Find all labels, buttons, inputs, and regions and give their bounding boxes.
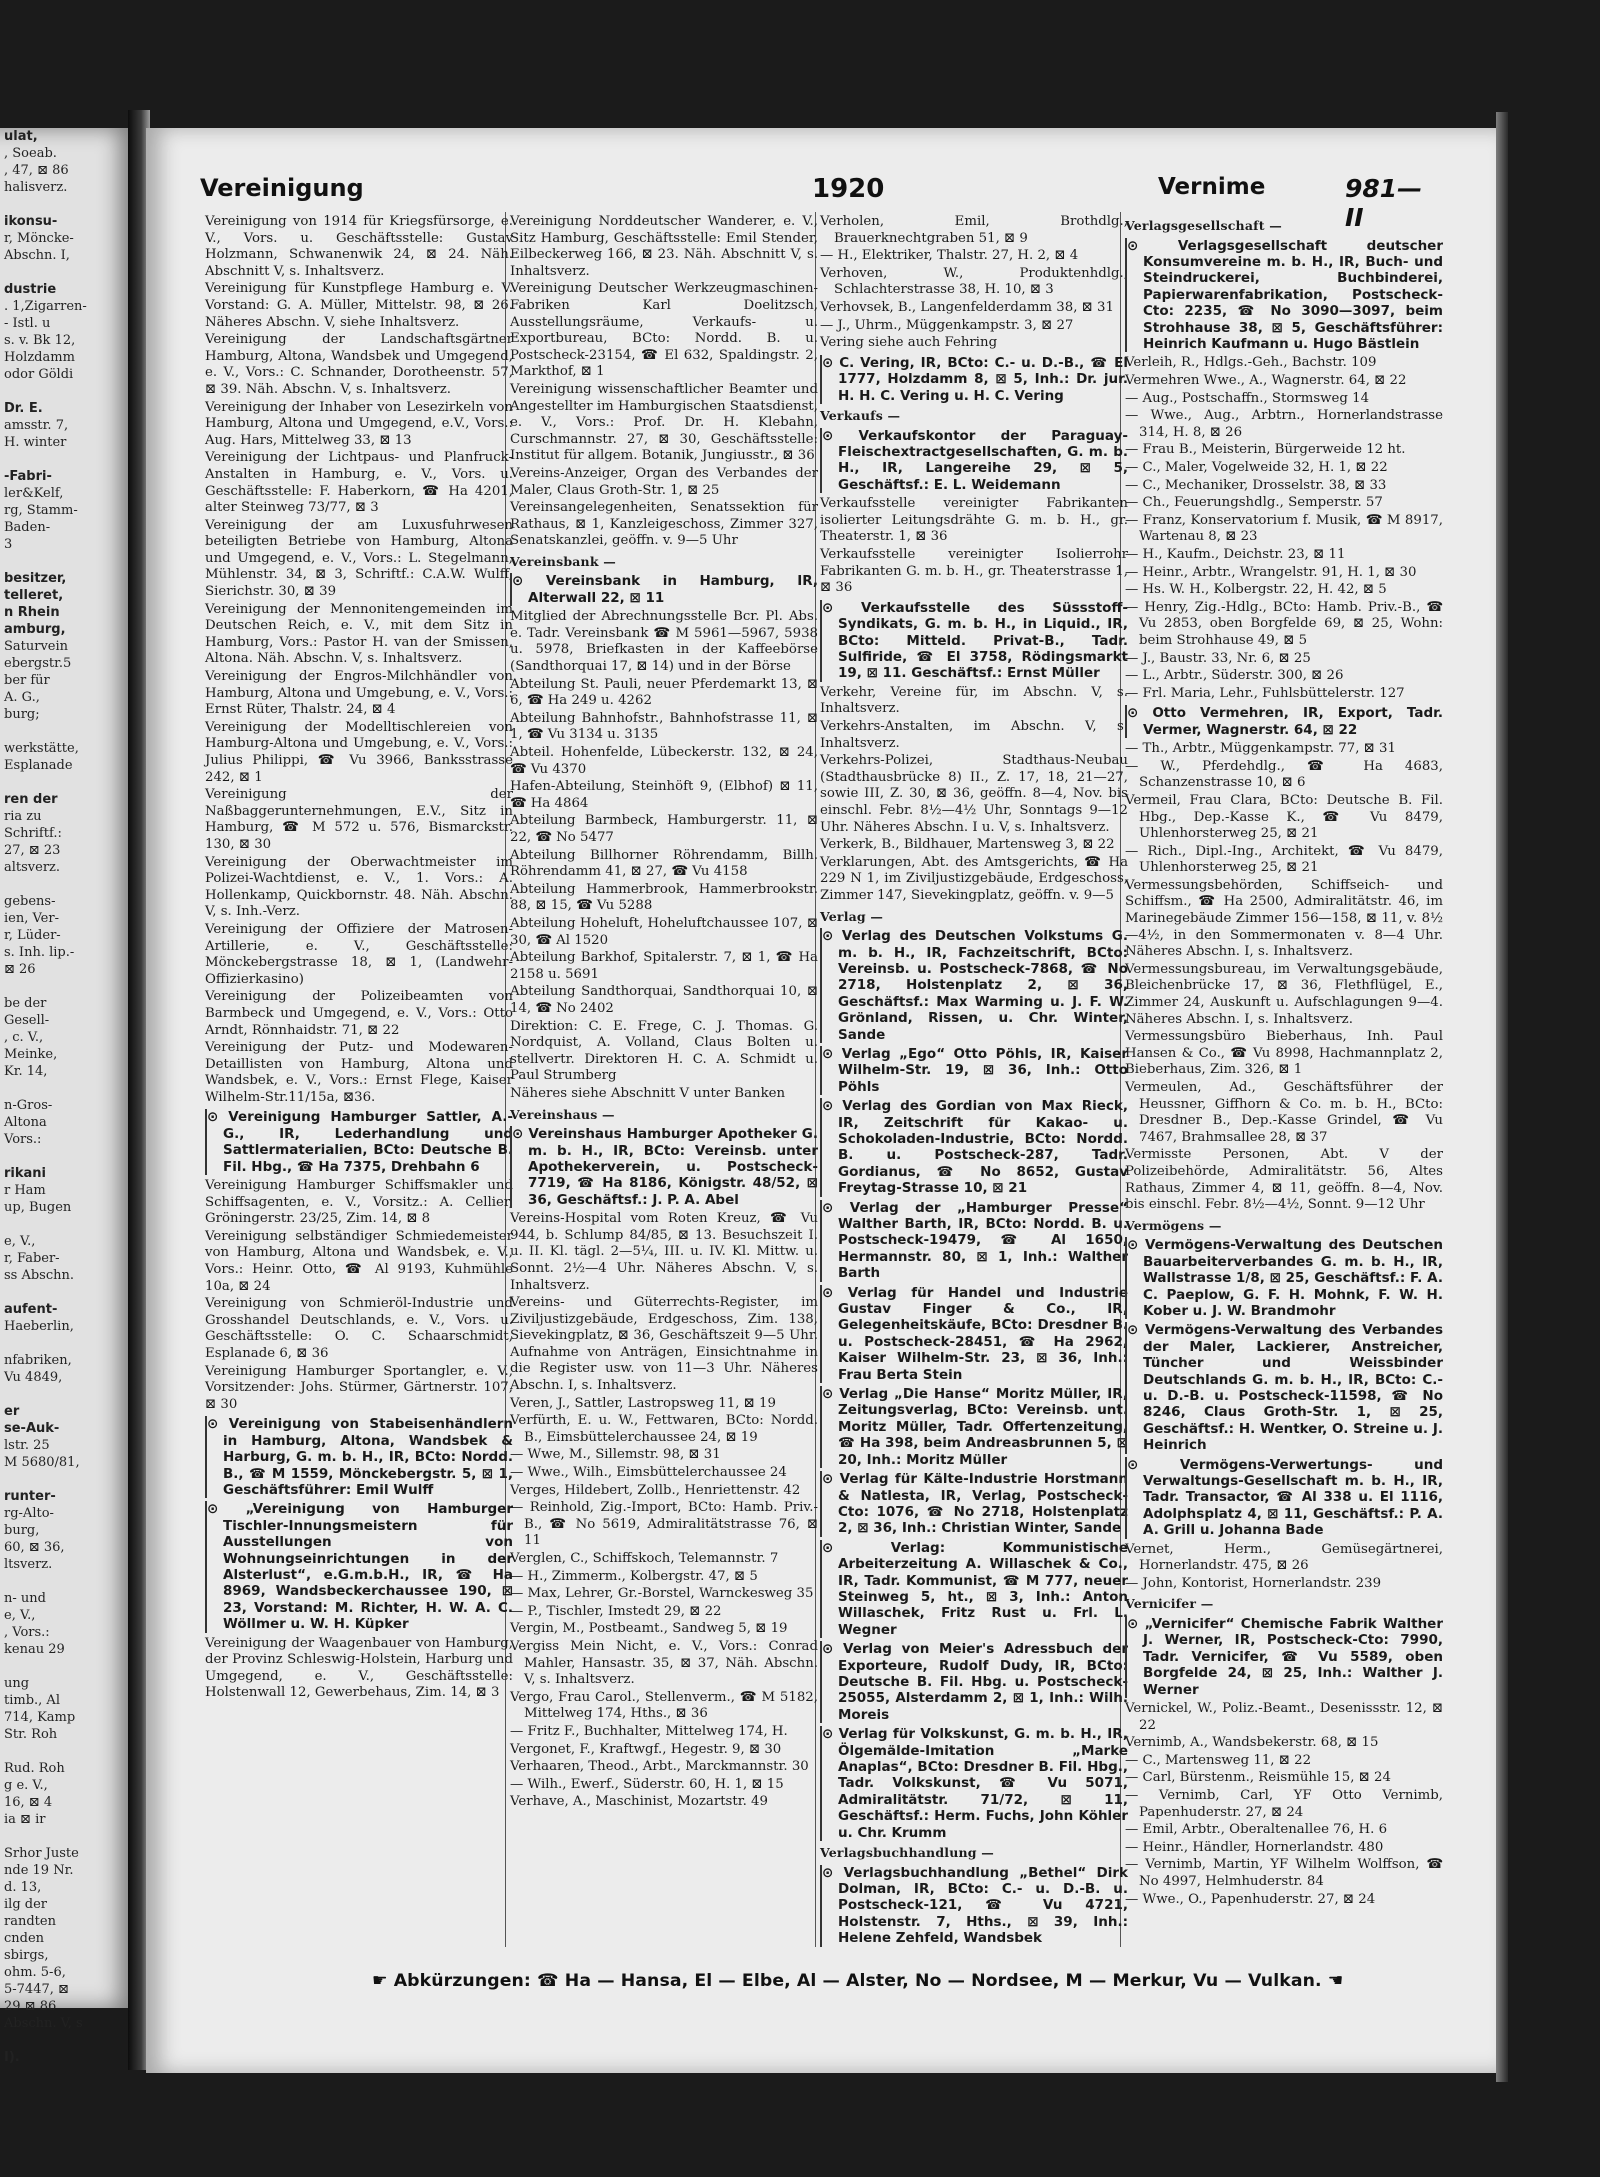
- company-entry: ⊙ Otto Vermehren, IR, Export, Tadr. Vermer, Wagnerstr. 64, ⊠ 22: [1127, 705, 1443, 738]
- facing-page-text: Esplanade: [4, 758, 73, 773]
- header-year: 1920: [812, 174, 885, 204]
- person-entry: — Vernimb, Martin, YF Wilhelm Wolffson, ☎ No 4997, Helmhuderstr. 84: [1125, 1857, 1443, 1889]
- company-entry: ⊙ Vermögens-Verwertungs- und Verwaltungs-Gesellschaft m. b. H., IR, Tadr. Transactor, ☎ Al 338 u. El 1116, Adolphsplatz 4, ⊠ 11, Geschäftsf.: P. A. A. Grill u. Johanna Bade: [1127, 1456, 1443, 1539]
- facing-page-text: nde 19 Nr.: [4, 1863, 74, 1878]
- company-entry: ⊙ Verlag „Ego“ Otto Pöhls, IR, Kaiser Wilhelm-Str. 19, ⊠ 36, Inh.: Otto Pöhls: [822, 1045, 1128, 1095]
- facing-page-text: ohm. 5-6,: [4, 1965, 66, 1980]
- directory-entry: Verkehr, Vereine für, im Abschn. V, s. Inhaltsverz.: [820, 684, 1128, 717]
- company-entry: ⊙ Verlag der „Hamburger Presse“ Walther Barth, IR, BCto: Nordd. B. u. Postscheck-19479, ☎ Al 1650, Hermannstr. 80, ⊠ 1, Inh.: Walther Barth: [822, 1199, 1128, 1282]
- person-entry: — Frl. Maria, Lehr., Fuhlsbüttelerstr. 127: [1125, 685, 1405, 701]
- directory-entry: Vereinigung Norddeutscher Wanderer, e. V., Sitz Hamburg, Geschäftsstelle: Emil Stender, Eilbeckerweg 166, ⊠ 23. Näh. Abschnitt V, s. Inhaltsverz.: [510, 214, 818, 279]
- facing-page-text: gebens-: [4, 894, 56, 909]
- directory-entry: Verkehrs-Polizei, Stadthaus-Neubau (Stadthausbrücke 8) II., Z. 17, 18, 21—27, sowie III, Z. 30, ⊠ 36, geöffn. 8—4, Nov. bis einschl. Febr. 8½—4½ Uhr, Sonntags 9—12 Uhr. Näheres Abschn. I u. V, s. Inhaltsverz.: [820, 753, 1128, 835]
- person-entry: Vering siehe auch Fehring: [820, 335, 998, 351]
- facing-page-text: Srhor Juste: [4, 1846, 79, 1861]
- facing-page-text: , Vors.:: [4, 1625, 50, 1640]
- facing-page-text: n Rhein: [4, 605, 60, 620]
- facing-page-text: r Ham: [4, 1183, 46, 1198]
- section-heading: Verlag —: [820, 908, 884, 924]
- directory-entry: Näheres siehe Abschnitt V unter Banken: [510, 1085, 786, 1101]
- facing-page-text: e, V.,: [4, 1234, 36, 1249]
- person-entry: — H., Elektriker, Thalstr. 27, H. 2, ⊠ 4: [820, 248, 1079, 264]
- column-3: [820, 214, 1128, 1947]
- column-2: [510, 214, 818, 1944]
- person-entry: — Th., Arbtr., Müggenkampstr. 77, ⊠ 31: [1125, 741, 1396, 757]
- facing-page-text: 5-7447, ⊠: [4, 1982, 69, 1997]
- company-entry: ⊙ Vereinsbank in Hamburg, IR, Alterwall 22, ⊠ 11: [512, 573, 818, 606]
- facing-page-text: be der: [4, 996, 47, 1011]
- facing-page-text: 60, ⊠ 36,: [4, 1540, 65, 1555]
- facing-page-text: [0, 1573, 136, 1590]
- facing-page-text: s. v. Bk 12,: [4, 333, 76, 348]
- directory-entry: Abteil. Hohenfelde, Lübeckerstr. 132, ⊠ 24, ☎ Vu 4370: [510, 745, 818, 777]
- person-entry: — H., Kaufm., Deichstr. 23, ⊠ 11: [1125, 546, 1346, 562]
- facing-page-text: , c. V.,: [4, 1030, 44, 1045]
- directory-entry: Abteilung Billhorner Röhrendamm, Billh. Röhrendamm 41, ⊠ 27, ☎ Vu 4158: [510, 847, 818, 880]
- facing-page-text: halisverz.: [4, 180, 68, 195]
- facing-page-text: d. 13,: [4, 1880, 42, 1895]
- column-1: [205, 214, 513, 1944]
- facing-page-text: ulat,: [4, 129, 38, 144]
- company-entry: ⊙ Verlag „Die Hanse“ Moritz Müller, IR, Zeitungsverlag, BCto: Vereinsb. unt. Moritz Müller, Tadr. Offertenzeitung, ☎ Ha 398, beim Andreasbrunnen 5, ⊠ 20, Inh.: Moritz Müller: [822, 1386, 1128, 1468]
- facing-page-text: Saturvein: [4, 639, 69, 654]
- person-entry: Verkerk, B., Bildhauer, Martensweg 3, ⊠ 22: [820, 837, 1115, 853]
- section-heading: Verlagsgesellschaft —: [1125, 218, 1282, 233]
- facing-page-text: Dr. E.: [4, 401, 43, 416]
- facing-page-text: [0, 1658, 136, 1675]
- company-entry: ⊙ Vereinigung von Stabeisenhändlern in Hamburg, Altona, Wandsbek & Harburg, G. m. b. H., IR, BCto: Nordd. B., ☎ M 1559, Mönckebergstr. 5, ⊠ 1, Geschäftsführer: Emil Wulff: [207, 1416, 513, 1499]
- directory-entry: Vereinigung der Engros-Milchhändler von Hamburg, Altona und Umgebung, e. V., Vors.: Ernst Rüter, Thalstr. 24, ⊠ 4: [205, 669, 513, 718]
- facing-page-text: altsverz.: [4, 860, 61, 875]
- facing-page-text: rikani: [4, 1166, 46, 1181]
- section-heading: Vereinsbank —: [510, 553, 616, 569]
- directory-entry: Vermisste Personen, Abt. V der Polizeibehörde, Admiralitätstr. 56, Altes Rathaus, Zimmer 4, ⊠ 11, geöffn. 8—4, Nov. bis einschl. Febr. 8½—4½, Sonnt. 9—12 Uhr: [1125, 1147, 1443, 1213]
- facing-page-text: [0, 553, 136, 570]
- facing-page-text: Baden-: [4, 520, 51, 535]
- facing-page-text: [0, 1080, 136, 1097]
- person-entry: Vergonet, F., Kraftwgf., Hegestr. 9, ⊠ 30: [510, 1741, 782, 1757]
- person-entry: Verhovsek, B., Langenfelderdamm 38, ⊠ 31: [820, 299, 1114, 315]
- person-entry: Vermeulen, Ad., Geschäftsführer der Heussner, Giffhorn & Co. m. b. H., BCto: Dresdner B., Dep.-Kasse Grindel, ☎ Vu 7467, Brahmsallee 28, ⊠ 37: [1125, 1080, 1443, 1145]
- facing-page-text: [0, 2032, 136, 2049]
- facing-page-text: [0, 978, 136, 995]
- directory-entry: Direktion: C. E. Frege, C. J. Thomas. G. Nordquist, A. Volland, Claus Bolten u. stellvertr. Direktoren H. C. A. Schmidt u. Paul Strumberg: [510, 1018, 818, 1084]
- directory-entry: Vereins- und Güterrechts-Register, im Ziviljustizgebäude, Erdgeschoss, Zim. 138, Sievekingplatz, ⊠ 36, Geschäftszeit 9—5 Uhr. Aufnahme von Anträgen, Einsichtnahme in die Register usw. von 11—3 Uhr. Näheres Abschn. I, s. Inhaltsverz.: [510, 1295, 818, 1394]
- company-entry: ⊙ Vereinigung Hamburger Sattler, A.-G., IR, Lederhandlung und Sattlermaterialien, BCto: Deutsche B. Fil. Hbg., ☎ Ha 7375, Drehbahn 6: [207, 1109, 513, 1175]
- person-entry: — Wwe., Aug., Arbtrn., Hornerlandstrasse 314, H. 8, ⊠ 26: [1125, 408, 1443, 440]
- directory-entry: Verkaufsstelle vereinigter Fabrikanten isolierter Leitungsdrähte G. m. b. H., gr. Theaterstr. 1, ⊠ 36: [820, 496, 1128, 545]
- facing-page-text: 3: [4, 537, 13, 552]
- abbreviation-footer: ☛ Abkürzungen: ☎ Ha — Hansa, El — Elbe, Al — Alster, No — Nordsee, M — Merkur, Vu — Vulkan. ☚: [372, 1971, 1344, 1991]
- directory-entry: Verkehrs-Anstalten, im Abschn. V, s. Inhaltsverz.: [820, 718, 1128, 751]
- facing-page-text: [0, 383, 136, 400]
- person-entry: Verleih, R., Hdlgs.-Geh., Bachstr. 109: [1125, 355, 1377, 371]
- company-entry: ⊙ Verlag: Kommunistische Arbeiterzeitung A. Willaschek & Co., IR, Tadr. Kommunist, ☎ M 777, neuer Steinweg 5, ht., ⊠ 3, Inh.: Anton Willaschek, Fritz Rust u. Frl. L. Wegner: [822, 1539, 1128, 1638]
- person-entry: Verhave, A., Maschinist, Mozartstr. 49: [510, 1794, 768, 1810]
- facing-page-text: Altona: [4, 1115, 47, 1130]
- directory-entry: Vereinigung der Modelltischlereien von Hamburg-Altona und Umgebung, e. V., Vors.: Julius Philippi, ☎ Vu 3966, Banksstrasse 242, ⊠ 1: [205, 719, 513, 785]
- company-entry: ⊙ Vermögens-Verwaltung des Deutschen Bauarbeiterverbandes G. m. b. H., IR, Wallstrasse 1/8, ⊠ 25, Geschäftsf.: F. A. C. Paeplow, G. F. H. Mohnk, F. W. H. Kober u. J. W. Brandmohr: [1127, 1237, 1443, 1319]
- person-entry: — H., Zimmerm., Kolbergstr. 47, ⊠ 5: [510, 1568, 758, 1584]
- directory-entry: Vereinigung der Naßbaggerunternehmungen, E.V., Sitz in Hamburg, ☎ M 572 u. 576, Bismarckstr. 130, ⊠ 30: [205, 787, 513, 852]
- facing-page-text: cnden: [4, 1931, 45, 1946]
- person-entry: — Heinr., Händler, Hornerlandstr. 480: [1125, 1839, 1384, 1855]
- directory-entry: Verklarungen, Abt. des Amtsgerichts, ☎ Ha 229 N 1, im Ziviljustizgebäude, Erdgeschoss, Zimmer 147, Sievekingplatz, geöffn. v. 9—5: [820, 854, 1128, 903]
- person-entry: — Wwe, M., Sillemstr. 98, ⊠ 31: [510, 1447, 721, 1463]
- section-heading: Verkaufs —: [820, 407, 901, 423]
- company-entry: ⊙ Verkaufskontor der Paraguay-Fleischextractgesellschaften, G. m. b. H., IR, Langereihe 29, ⊠ 5, Geschäftsf.: E. L. Weidemann: [822, 427, 1128, 493]
- person-entry: Vergin, M., Postbeamt., Sandweg 5, ⊠ 19: [510, 1621, 788, 1637]
- facing-page-text: ber für: [4, 673, 50, 688]
- person-entry: — Emil, Arbtr., Oberaltenallee 76, H. 6: [1125, 1822, 1388, 1838]
- facing-page-text: [0, 1471, 136, 1488]
- facing-page-text: [0, 196, 136, 213]
- company-entry: ⊙ Vermögens-Verwaltung des Verbandes der Maler, Lackierer, Anstreicher, Tüncher und Weissbinder Deutschlands G. m. b. H., IR, BCto: C.- u. D.-B. u. Postscheck-11598, ☎ No 8246, Claus Groth-Str. 1, ⊠ 25, Geschäftsf.: H. Wentker, O. Streine u. J. Heinrich: [1127, 1322, 1443, 1454]
- facing-page-text: [0, 723, 136, 740]
- person-entry: Verfürth, E. u. W., Fettwaren, BCto: Nordd. B., Eimsbüttelerchaussee 24, ⊠ 19: [510, 1413, 818, 1445]
- facing-page-text: , Soeab.: [4, 146, 57, 161]
- person-entry: Verhoven, W., Produktenhdlg., Schlachterstrasse 38, H. 10, ⊠ 3: [820, 265, 1128, 298]
- facing-page-text: runter-: [4, 1489, 56, 1504]
- facing-page-text: ien, Ver-: [4, 911, 59, 926]
- facing-page-text: lstr. 25: [4, 1438, 50, 1453]
- company-entry: ⊙ Verlag für Kälte-Industrie Horstmann & Natlesta, IR, Verlag, Postscheck-Cto: 1076, ☎ No 2718, Holstenplatz 2, ⊠ 36, Inh.: Christian Winter, Sande: [822, 1471, 1128, 1537]
- person-entry: — Ch., Feuerungshdlg., Semperstr. 57: [1125, 495, 1383, 511]
- facing-page-text: besitzer,: [4, 571, 67, 586]
- facing-page-text: I).: [4, 2050, 20, 2065]
- company-entry: ⊙ Verlag für Volkskunst, G. m. b. H., IR, Ölgemälde-Imitation „Marke Anaplas“, BCto: Dresdner B. Fil. Hbg., Tadr. Volkskunst, ☎ Vu 5071, Admiralitätstr. 71/72, ⊠ 11, Geschäftsf.: Herm. Fuchs, John Köhler u. Chr. Krumm: [822, 1726, 1128, 1841]
- header-page-number: 981—II: [1345, 174, 1423, 232]
- directory-entry: Vereinigung der Putz- und Modewaren-Detaillisten von Hamburg, Altona und Wandsbek, e. V., Vors.: Ernst Flege, Kaiser Wilhelm-Str.11/15a, ⊠36.: [205, 1040, 513, 1105]
- facing-page-text: ria zu: [4, 809, 42, 824]
- company-entry: ⊙ Vereinshaus Hamburger Apotheker G. m. b. H., IR, BCto: Vereinsb. unter Apothekerverein, u. Postscheck-7719, ☎ Ha 8186, Königstr. 48/52, ⊠ 36, Geschäftsf.: J. P. A. Abel: [512, 1126, 818, 1208]
- company-entry: ⊙ „Vernicifer“ Chemische Fabrik Walther J. Werner, IR, Postscheck-Cto: 7990, Tadr. Vernicifer, ☎ Vu 5589, oben Borgfelde 24, ⊠ 25, Inh.: Walther J. Werner: [1127, 1616, 1443, 1698]
- section-heading: Vernicifer —: [1125, 1596, 1214, 1612]
- column-4: [1125, 214, 1443, 1944]
- facing-page-text: [0, 451, 136, 468]
- facing-page-text: [0, 264, 136, 281]
- directory-entry: Vereinigung Hamburger Schiffsmakler und Schiffsagenten, e. V., Vorsitz.: A. Cellier, Gröningerstr. 23/25, Zim. 14, ⊠ 8: [205, 1178, 513, 1227]
- facing-page-text: ikonsu-: [4, 214, 58, 229]
- person-entry: — Reinhold, Zig.-Import, BCto: Hamb. Priv.-B., ☎ No 5619, Admiralitätstrasse 76, ⊠ 11: [510, 1500, 818, 1549]
- facing-page-text: Kr. 14,: [4, 1064, 48, 1079]
- facing-page-text: randten: [4, 1914, 56, 1929]
- directory-entry: Vereinigung Hamburger Sportangler, e. V., Vorsitzender: Johs. Stürmer, Gärtnerstr. 107, ⊠ 30: [205, 1363, 513, 1412]
- person-entry: — Heinr., Arbtr., Wrangelstr. 91, H. 1, ⊠ 30: [1125, 564, 1417, 580]
- facing-page-text: -Fabri-: [4, 469, 52, 484]
- directory-entry: Vereinigung der Landschaftsgärtner Hamburg, Altona, Wandsbek und Umgegend, e. V., Vors.: C. Schnander, Dorotheenstr. 57, ⊠ 39. Näh. Abschn. V, s. Inhaltsverz.: [205, 332, 513, 397]
- directory-entry: Vereinigung für Kunstpflege Hamburg e. V. Vorstand: G. A. Müller, Mittelstr. 98, ⊠ 26. Näheres Abschn. V, siehe Inhaltsverz.: [205, 281, 513, 330]
- person-entry: — J., Baustr. 33, Nr. 6, ⊠ 25: [1125, 650, 1311, 666]
- directory-entry: Vereinigung der Oberwachtmeister im Polizei-Wachtdienst, e. V., 1. Vors.: A. Hollenkamp, Quickbornstr. 48. Näh. Abschn. V, s. Inh.-Verz.: [205, 854, 513, 920]
- facing-page-text: sbirgs,: [4, 1948, 49, 1963]
- facing-page-text: se-Auk-: [4, 1421, 60, 1436]
- person-entry: — Wwe., Wilh., Eimsbüttelerchaussee 24: [510, 1465, 787, 1481]
- facing-page-text: Vu 4849,: [4, 1370, 63, 1385]
- facing-page-text: , 47, ⊠ 86: [4, 163, 69, 178]
- facing-page-text: Str. Roh: [4, 1727, 58, 1742]
- facing-page-text: 27, ⊠ 23: [4, 843, 61, 858]
- directory-entry: Hafen-Abteilung, Steinhöft 9, (Elbhof) ⊠ 11, ☎ Ha 4864: [510, 779, 818, 811]
- facing-page-text: aufent-: [4, 1302, 58, 1317]
- company-entry: ⊙ Verlag des Gordian von Max Rieck, IR, Zeitschrift für Kakao- u. Schokoladen-Industrie, BCto: Nordd. B. u. Postscheck-287, Tadr. Gordianus, ☎ No 8652, Gustav Freytag-Strasse 10, ⊠ 21: [822, 1098, 1128, 1197]
- facing-page-text: telleret,: [4, 588, 64, 603]
- directory-entry: Vereinigung selbständiger Schmiedemeister von Hamburg, Altona und Wandsbek, e. V., Vors.: Heinr. Otto, ☎ Al 9193, Kuhmühle 10a, ⊠ 24: [205, 1228, 513, 1294]
- facing-page-text: Haeberlin,: [4, 1319, 74, 1334]
- person-entry: — Carl, Bürstenm., Reismühle 15, ⊠ 24: [1125, 1770, 1391, 1786]
- facing-page-fragment: [0, 128, 136, 2065]
- facing-page-text: [0, 774, 136, 791]
- facing-page-text: [0, 1284, 136, 1301]
- facing-page-text: Vors.:: [4, 1132, 42, 1147]
- company-entry: ⊙ Verlag des Deutschen Volkstums G. m. b. H., IR, Fachzeitschrift, BCto: Vereinsb. u. Postscheck-7868, ☎ No 2718, Holstenplatz 2, ⊠ 36, Geschäftsf.: Max Warming u. J. F. W. Grönland, Rissen, u. Chr. Winter, Sande: [822, 928, 1128, 1043]
- facing-page-text: - Istl. u: [4, 316, 51, 331]
- directory-entry: Vermessungsbüro Bieberhaus, Inh. Paul Hansen & Co., ☎ Vu 8998, Hachmannplatz 2, Bieberhaus, Zim. 326, ⊠ 1: [1125, 1029, 1443, 1078]
- person-entry: — Vernimb, Carl, YF Otto Vernimb, Papenhuderstr. 27, ⊠ 24: [1125, 1788, 1443, 1820]
- person-entry: Vermeil, Frau Clara, BCto: Deutsche B. Fil. Hbg., Dep.-Kasse K., ☎ Vu 8479, Uhlenhorsterweg 25, ⊠ 21: [1125, 792, 1443, 842]
- facing-page-text: ren der: [4, 792, 58, 807]
- directory-entry: Abteilung Barmbeck, Hamburgerstr. 11, ⊠ 22, ☎ No 5477: [510, 813, 818, 845]
- facing-page-text: burg,: [4, 1523, 40, 1538]
- facing-page-text: r, Lüder-: [4, 928, 61, 943]
- facing-page-text: A. G.,: [4, 690, 40, 705]
- facing-page-text: er: [4, 1404, 20, 1419]
- person-entry: Vermehren Wwe., A., Wagnerstr. 64, ⊠ 22: [1125, 373, 1407, 389]
- directory-entry: Vereinigung der Lichtpaus- und Planfruck-Anstalten in Hamburg, e. V., Vors. u. Geschäftsstelle: F. Haberkorn, ☎ Ha 4201, alter Steinweg 73/77, ⊠ 3: [205, 450, 513, 516]
- person-entry: Vergiss Mein Nicht, e. V., Vors.: Conrad Mahler, Hansastr. 35, ⊠ 37, Näh. Abschn. V, s. Inhaltsverz.: [510, 1638, 818, 1688]
- directory-entry: Vereinigung der Mennonitengemeinden im Deutschen Reich, e. V., mit dem Sitz in Hamburg, Vors.: Pastor H. van der Smissen, Altona. Näh. Abschn. V, s. Inhaltsverz.: [205, 601, 513, 667]
- person-entry: — L., Arbtr., Süderstr. 300, ⊠ 26: [1125, 668, 1344, 684]
- facing-page-text: [0, 876, 136, 893]
- section-heading: Vereinshaus —: [510, 1106, 615, 1122]
- section-heading: Vermögens —: [1125, 1217, 1222, 1233]
- person-entry: — C., Mechaniker, Drosselstr. 38, ⊠ 33: [1125, 477, 1387, 493]
- facing-page-text: ebergstr.5: [4, 656, 72, 671]
- person-entry: Veren, J., Sattler, Lastropsweg 11, ⊠ 19: [510, 1395, 776, 1411]
- facing-page-text: Abschn. V, s: [4, 2016, 83, 2031]
- company-entry: ⊙ C. Vering, IR, BCto: C.- u. D.-B., ☎ El 1777, Holzdamm 8, ⊠ 5, Inh.: Dr. jur. H. H. C. Vering u. H. C. Vering: [822, 354, 1128, 404]
- person-entry: — Rich., Dipl.-Ing., Architekt, ☎ Vu 8479, Uhlenhorsterweg 25, ⊠ 21: [1125, 843, 1443, 876]
- header-right-keyword: Vernime: [1158, 174, 1266, 200]
- facing-page-text: M 5680/81,: [4, 1455, 80, 1470]
- facing-page-text: odor Göldi: [4, 367, 74, 382]
- facing-page-text: 29 ⊠ 86: [4, 1999, 57, 2014]
- facing-page-text: [0, 1743, 136, 1760]
- section-heading: Verlagsbuchhandlung —: [820, 1845, 994, 1861]
- directory-entry: Abteilung Sandthorquai, Sandthorquai 10, ⊠ 14, ☎ No 2402: [510, 984, 818, 1016]
- facing-page-text: ung: [4, 1676, 30, 1691]
- facing-page-text: e, V.,: [4, 1608, 36, 1623]
- person-entry: — Wilh., Ewerf., Süderstr. 60, H. 1, ⊠ 15: [510, 1776, 784, 1792]
- facing-page-text: Meinke,: [4, 1047, 58, 1062]
- facing-page-text: [0, 1335, 136, 1352]
- directory-entry: Vereinigung der Offiziere der Matrosen-Artillerie, e. V., Geschäftsstelle: Mönckebergstrasse 18, ⊠ 1, (Landwehr-Offizierkasino): [205, 921, 513, 987]
- directory-entry: Abteilung Hammerbrook, Hammerbrookstr. 88, ⊠ 15, ☎ Vu 5288: [510, 881, 818, 914]
- person-entry: Verhaaren, Theod., Arbt., Marckmannstr. 30: [510, 1759, 809, 1775]
- facing-page-text: Schriftf.:: [4, 826, 62, 841]
- person-entry: — Hs. W. H., Kolbergstr. 22, H. 42, ⊠ 5: [1125, 582, 1387, 598]
- facing-page-text: Abschn. I,: [4, 248, 70, 263]
- directory-entry: Mitglied der Abrechnungsstelle Bcr. Pl. Abs. e. Tadr. Vereinsbank ☎ M 5961—5967, 5938 u. 5978, Briefkasten in der Kaffeebörse (Sandthorquai 17, ⊠ 14) und in der Börse: [510, 609, 818, 675]
- directory-entry: Vereinigung wissenschaftlicher Beamter und Angestellter im Hamburgischen Staatsdienst, e. V., Vors.: Prof. Dr. H. Klebahn, Curschmannstr. 27, ⊠ 30, Geschäftsstelle: Institut für allgem. Botanik, Jungiusstr., ⊠ 36: [510, 381, 818, 464]
- facing-page-text: dustrie: [4, 282, 57, 297]
- facing-page-text: g e. V.,: [4, 1778, 48, 1793]
- directory-entry: Vereinigung der Polizeibeamten von Barmbeck und Umgegend, e. V., Vors.: Otto Arndt, Rönnhaidstr. 71, ⊠ 22: [205, 989, 513, 1038]
- facing-page-text: Rud. Roh: [4, 1761, 65, 1776]
- facing-page-text: [0, 1148, 136, 1165]
- person-entry: Verges, Hildebert, Zollb., Henriettenstr. 42: [510, 1482, 801, 1498]
- facing-page-text: 714, Kamp: [4, 1710, 76, 1725]
- person-entry: Vernickel, W., Poliz.-Beamt., Desenissstr. 12, ⊠ 22: [1125, 1701, 1443, 1733]
- header-left-keyword: Vereinigung: [200, 174, 364, 202]
- directory-entry: Vermessungsbehörden, Schiffseich- und Schiffsm., ☎ Ha 2500, Admiralitätstr. 46, im Marinegebäude Zimmer 156—158, ⊠ 11, v. 8½—4½, in den Sommermonaten v. 8—4 Uhr. Näheres Abschn. I, s. Inhaltsverz.: [1125, 877, 1443, 960]
- facing-page-text: up, Bugen: [4, 1200, 72, 1215]
- facing-page-text: r, Möncke-: [4, 231, 74, 246]
- person-entry: Vernimb, A., Wandsbekerstr. 68, ⊠ 15: [1125, 1735, 1379, 1751]
- facing-page-text: kenau 29: [4, 1642, 65, 1657]
- facing-page-text: . 1,Zigarren-: [4, 299, 87, 314]
- directory-entry: Vereinigung von 1914 für Kriegsfürsorge, e. V., Vors. u. Geschäftsstelle: Gustav Holzmann, Schwanenwik 24, ⊠ 24. Näh. Abschnitt V, s. Inhaltsverz.: [205, 214, 513, 279]
- person-entry: — Henry, Zig.-Hdlg., BCto: Hamb. Priv.-B., ☎ Vu 2853, oben Borgfelde 69, ⊠ 25, Wohn: beim Strohhause 49, ⊠ 5: [1125, 599, 1443, 648]
- facing-page-text: ⊠ 26: [4, 962, 36, 977]
- directory-entry: Abteilung Hoheluft, Hoheluftchaussee 107, ⊠ 30, ☎ Al 1520: [510, 915, 818, 948]
- company-entry: ⊙ „Vereinigung von Hamburger Tischler-Innungsmeistern für Ausstellungen von Wohnungseinrichtungen in der Alsterlust“, e.G.m.b.H., IR, ☎ Ha 8969, Wandsbeckerchaussee 190, ⊠ 23, Vorstand: M. Richter, H. W. A. C. Wöllmer u. W. H. Küpker: [207, 1501, 513, 1633]
- facing-page-text: amburg,: [4, 622, 66, 637]
- facing-page-text: nfabriken,: [4, 1353, 72, 1368]
- person-entry: Verglen, C., Schiffskoch, Telemannstr. 7: [510, 1551, 779, 1566]
- directory-entry: Abteilung Barkhof, Spitalerstr. 7, ⊠ 1, ☎ Ha 2158 u. 5691: [510, 950, 818, 982]
- person-entry: — Fritz F., Buchhalter, Mittelweg 174, H.: [510, 1723, 788, 1739]
- directory-entry: Vereinigung der Waagenbauer von Hamburg, der Provinz Schleswig-Holstein, Harburg und Umgegend, e. V., Geschäftsstelle: Holstenwall 12, Gewerbehaus, Zim. 14, ⊠ 3: [205, 1635, 513, 1701]
- person-entry: Vergo, Frau Carol., Stellenverm., ☎ M 5182, Mittelweg 174, Hths., ⊠ 36: [510, 1689, 818, 1722]
- directory-entry: Vereins-Hospital vom Roten Kreuz, ☎ Vu 944, b. Schlump 84/85, ⊠ 13. Besuchszeit I. u. II. Kl. tägl. 2—5¼, III. u. IV. Kl. Mittw. u. Sonnt. 2½—4 Uhr. Näheres Abschn. V, s. Inhaltsverz.: [510, 1211, 818, 1293]
- facing-page-text: amsstr. 7,: [4, 418, 69, 433]
- person-entry: — P., Tischler, Imstedt 29, ⊠ 22: [510, 1603, 722, 1619]
- facing-page-text: werkstätte,: [4, 741, 79, 756]
- company-entry: ⊙ Verlag für Handel und Industrie Gustav Finger & Co., IR, Gelegenheitskäufe, BCto: Dresdner B. u. Postscheck-28451, ☎ Ha 2962, Kaiser Wilhelm-Str. 23, ⊠ 36, Inh.: Frau Berta Stein: [822, 1284, 1128, 1383]
- directory-entry: Vereinigung der am Luxusfuhrwesen beteiligten Betriebe von Hamburg, Altona und Umgegend, e. V., Vors.: L. Stegelmann, Mühlenstr. 34, ⊠ 3, Schriftf.: C.A.W. Wulff, Sierichstr. 30, ⊠ 39: [205, 517, 513, 600]
- directory-entry: Vereinigung von Schmieröl-Industrie und Grosshandel Deutschlands, e. V., Vors. u. Geschäftsstelle: O. C. Schaarschmidt, Esplanade 6, ⊠ 36: [205, 1296, 513, 1362]
- directory-entry: Vermessungsbureau, im Verwaltungsgebäude, Bleichenbrücke 17, ⊠ 36, Flethflügel, E., Zimmer 24, Auskunft u. Aufschlagungen 9—4. Näheres Abschn. I, s. Inhaltsverz.: [1125, 961, 1443, 1027]
- facing-page-text: 16, ⊠ 4: [4, 1795, 53, 1810]
- person-entry: — C., Martensweg 11, ⊠ 22: [1125, 1752, 1312, 1768]
- facing-page-text: timb., Al: [4, 1693, 60, 1708]
- company-entry: ⊙ Verlag von Meier's Adressbuch der Exporteure, Rudolf Dudy, IR, BCto: Deutsche B. Fil. Hbg. u. Postscheck-25055, Alsterdamm 2, ⊠ 1, Inh.: Wilh. Moreis: [822, 1641, 1128, 1723]
- page-edge: [1496, 112, 1508, 2082]
- person-entry: Vernet, Herm., Gemüsegärtnerei, Hornerlandstr. 475, ⊠ 26: [1125, 1541, 1443, 1574]
- person-entry: — Aug., Postschaffn., Stormsweg 14: [1125, 390, 1370, 406]
- person-entry: — John, Kontorist, Hornerlandstr. 239: [1125, 1575, 1382, 1591]
- facing-page-text: Gesell-: [4, 1013, 50, 1028]
- directory-entry: Verkaufsstelle vereinigter Isolierrohr Fabrikanten G. m. b. H., gr. Theaterstrasse 1, ⊠ 36: [820, 546, 1128, 596]
- facing-page-text: Holzdamm: [4, 350, 75, 365]
- directory-entry: Vereinigung Deutscher Werkzeugmaschinen-Fabriken Karl Doelitzsch, Ausstellungsräume, Verkaufs- u. Exportbureau, BCto: Nordd. B. u. Postscheck-23154, ☎ El 632, Spaldingstr. 2, Markthof, ⊠ 1: [510, 281, 818, 380]
- facing-page-text: [0, 1828, 136, 1845]
- facing-page-text: ss Abschn.: [4, 1268, 75, 1283]
- company-entry: ⊙ Verkaufsstelle des Süssstoff-Syndikats, G. m. b. H., in Liquid., IR, BCto: Mitteld. Privat-B., Tadr. Sulfiride, ☎ El 3758, Rödingsmarkt 19, ⊠ 11. Geschäftsf.: Ernst Müller: [822, 599, 1128, 682]
- person-entry: — J., Uhrm., Müggenkampstr. 3, ⊠ 27: [820, 317, 1074, 333]
- facing-page-text: s. Inh. lip.-: [4, 945, 75, 960]
- person-entry: — Max, Lehrer, Gr.-Borstel, Warnckesweg 35: [510, 1586, 814, 1602]
- facing-page-text: ilg der: [4, 1897, 47, 1912]
- facing-page-text: rg-Alto-: [4, 1506, 54, 1521]
- directory-entry: Abteilung Bahnhofstr., Bahnhofstrasse 11, ⊠ 1, ☎ Vu 3134 u. 3135: [510, 710, 818, 743]
- directory-entry: Abteilung St. Pauli, neuer Pferdemarkt 13, ⊠ 6, ☎ Ha 249 u. 4262: [510, 676, 818, 709]
- directory-entry: Vereins-Anzeiger, Organ des Verbandes der Maler, Claus Groth-Str. 1, ⊠ 25: [510, 465, 818, 498]
- person-entry: — Franz, Konservatorium f. Musik, ☎ M 8917, Wartenau 8, ⊠ 23: [1125, 512, 1443, 545]
- person-entry: — W., Pferdehdlg., ☎ Ha 4683, Schanzenstrasse 10, ⊠ 6: [1125, 758, 1443, 791]
- facing-page-text: ler&Kelf,: [4, 486, 64, 501]
- facing-page-text: ia ⊠ ir: [4, 1812, 46, 1827]
- person-entry: Verholen, Emil, Brothdlg., Brauerknechtgraben 51, ⊠ 9: [820, 214, 1128, 246]
- person-entry: — Wwe., O., Papenhuderstr. 27, ⊠ 24: [1125, 1891, 1376, 1907]
- directory-entry: Vereinigung der Inhaber von Lesezirkeln von Hamburg, Altona und Umgegend, e.V., Vors.: Aug. Hars, Mittelweg 33, ⊠ 13: [205, 399, 513, 448]
- facing-page-text: n-Gros-: [4, 1098, 53, 1113]
- facing-page-text: ltsverz.: [4, 1557, 53, 1572]
- facing-page-text: burg;: [4, 707, 40, 722]
- person-entry: — C., Maler, Vogelweide 32, H. 1, ⊠ 22: [1125, 460, 1388, 475]
- directory-entry: Vereinsangelegenheiten, Senatssektion für Rathaus, ⊠ 1, Kanzleigeschoss, Zimmer 327, Senatskanzlei, geöffn. v. 9—5 Uhr: [510, 500, 818, 549]
- facing-page-text: H. winter: [4, 435, 67, 450]
- company-entry: ⊙ Verlagsgesellschaft deutscher Konsumvereine m. b. H., IR, Buch- und Steindruckerei, Buchbinderei, Papierwarenfabrikation, Postscheck-Cto: 2235, ☎ No 3090—3097, beim Strohhause 38, ⊠ 5, Geschäftsführer: Heinrich Kaufmann u. Hugo Bästlein: [1127, 237, 1443, 353]
- facing-page-text: [0, 1216, 136, 1233]
- person-entry: — Frau B., Meisterin, Bürgerweide 12 ht.: [1125, 442, 1406, 458]
- facing-page-text: [0, 1386, 136, 1403]
- facing-page-text: rg, Stamm-: [4, 503, 78, 518]
- facing-page-text: r, Faber-: [4, 1251, 60, 1266]
- facing-page-text: n- und: [4, 1591, 46, 1606]
- company-entry: ⊙ Verlagsbuchhandlung „Bethel“ Dirk Dolman, IR, BCto: C.- u. D.-B. u. Postscheck-121, ☎ Vu 4721, Holstenstr. 7, Hths., ⊠ 39, Inh.: Helene Zehfeld, Wandsbek: [822, 1864, 1128, 1947]
